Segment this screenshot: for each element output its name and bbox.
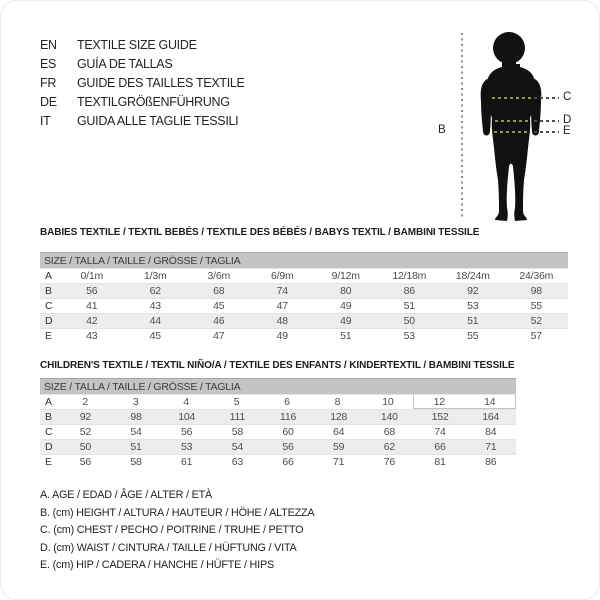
value-cell: 24/36m [519, 270, 554, 282]
value-cell: 128 [330, 411, 348, 423]
babies-table-body [40, 268, 568, 343]
language-title-list [40, 36, 245, 131]
size-header-band: SIZE / TALLA / TAILLE / GRÖSSE / TAGLIA [40, 252, 568, 268]
row-label-cell: D [45, 441, 53, 453]
language-label: TEXTILE SIZE GUIDE [77, 38, 197, 52]
value-cell: 56 [282, 441, 294, 453]
value-cell: 12/18m [392, 270, 427, 282]
legend-line: E. (cm) HIP / CADERA / HANCHE / HÜFTE / HIPS [40, 559, 274, 571]
value-cell: 59 [333, 441, 345, 453]
value-cell: 86 [403, 285, 415, 297]
table-row [40, 409, 516, 424]
value-cell: 47 [213, 330, 225, 342]
children-title: CHILDREN'S TEXTILE / TEXTIL NIÑO/A / TEXTILE DES ENFANTS / KINDERTEXTIL / BAMBINI TESSILE [40, 360, 515, 371]
value-cell: 60 [282, 426, 294, 438]
value-cell: 48 [276, 315, 288, 327]
row-label-cell: B [45, 411, 52, 423]
value-cell: 43 [149, 300, 161, 312]
value-cell: 66 [282, 456, 294, 468]
chest-dash-line [534, 97, 559, 99]
value-cell: 66 [434, 441, 446, 453]
child-silhouette-svg [430, 18, 585, 230]
value-cell: 46 [213, 315, 225, 327]
row-label-cell: A [45, 270, 52, 282]
language-row [40, 55, 245, 74]
value-cell: 44 [149, 315, 161, 327]
value-cell: 58 [231, 426, 243, 438]
height-dotted-line [461, 33, 463, 220]
value-cell: 53 [181, 441, 193, 453]
value-cell: 0/1m [80, 270, 104, 282]
value-cell: 98 [530, 285, 542, 297]
value-cell: 71 [485, 441, 497, 453]
language-code: FR [40, 76, 57, 90]
table-row [40, 283, 568, 298]
language-label: GUÍA DE TALLAS [77, 57, 173, 71]
value-cell: 57 [530, 330, 542, 342]
value-cell: 43 [86, 330, 98, 342]
hip-dash-line [534, 131, 559, 133]
value-cell: 56 [79, 456, 91, 468]
value-cell: 84 [485, 426, 497, 438]
language-row [40, 93, 245, 112]
value-cell: 92 [467, 285, 479, 297]
value-cell: 98 [130, 411, 142, 423]
height-label: B [438, 124, 446, 136]
value-cell: 54 [231, 441, 243, 453]
value-cell: 52 [79, 426, 91, 438]
waist-dash-line [495, 120, 529, 122]
language-row [40, 112, 245, 131]
value-cell: 56 [181, 426, 193, 438]
value-cell: 104 [178, 411, 196, 423]
value-cell: 3/6m [207, 270, 231, 282]
legend-line: C. (cm) CHEST / PECHO / POITRINE / TRUHE / PETTO [40, 524, 304, 536]
value-cell: 41 [86, 300, 98, 312]
row-label-cell: D [45, 315, 53, 327]
child-silhouette-figure [430, 18, 585, 230]
value-cell: 116 [279, 411, 297, 423]
value-cell: 5 [233, 396, 240, 408]
babies-title: BABIES TEXTILE / TEXTIL BEBÉS / TEXTILE DES BÉBÉS / BABYS TEXTIL / BAMBINI TESSILE [40, 227, 480, 238]
row-label-cell: C [45, 300, 53, 312]
table-row [40, 424, 516, 439]
table-row [40, 394, 516, 409]
value-cell: 1/3m [143, 270, 167, 282]
language-label: TEXTILGRÖßENFÜHRUNG [77, 95, 230, 109]
value-cell: 45 [213, 300, 225, 312]
row-label-cell: E [45, 456, 52, 468]
value-cell: 51 [340, 330, 352, 342]
language-row [40, 74, 245, 93]
value-cell: 62 [149, 285, 161, 297]
language-code: DE [40, 95, 57, 109]
value-cell: 4 [183, 396, 189, 408]
value-cell: 49 [276, 330, 288, 342]
value-cell: 68 [213, 285, 225, 297]
language-row [40, 36, 245, 55]
legend-line: A. AGE / EDAD / ÂGE / ALTER / ETÀ [40, 489, 213, 501]
value-cell: 63 [231, 456, 243, 468]
value-cell: 50 [79, 441, 91, 453]
value-cell: 9/12m [331, 270, 360, 282]
children-table-body [40, 394, 516, 469]
row-label-cell: A [45, 396, 52, 408]
value-cell: 52 [530, 315, 542, 327]
value-cell: 53 [467, 300, 479, 312]
value-cell: 14 [465, 395, 516, 409]
value-cell: 51 [130, 441, 142, 453]
table-row [40, 454, 516, 469]
value-cell: 55 [467, 330, 479, 342]
hip-dash-line [494, 131, 529, 133]
value-cell: 51 [467, 315, 479, 327]
value-cell: 76 [383, 456, 395, 468]
value-cell: 47 [276, 300, 288, 312]
value-cell: 12 [413, 395, 464, 409]
chest-label: C [563, 91, 572, 103]
value-cell: 74 [434, 426, 446, 438]
language-label: GUIDE DES TAILLES TEXTILE [77, 76, 245, 90]
language-code: IT [40, 114, 51, 128]
value-cell: 140 [380, 411, 398, 423]
language-label: GUIDA ALLE TAGLIE TESSILI [77, 114, 239, 128]
value-cell: 49 [340, 300, 352, 312]
value-cell: 3 [132, 396, 139, 408]
row-label-cell: B [45, 285, 52, 297]
value-cell: 49 [340, 315, 352, 327]
value-cell: 54 [130, 426, 142, 438]
babies-table [40, 227, 568, 343]
value-cell: 81 [434, 456, 446, 468]
language-code: EN [40, 38, 57, 52]
value-cell: 61 [181, 456, 193, 468]
value-cell: 8 [334, 396, 341, 408]
children-table [40, 360, 516, 469]
table-row [40, 328, 568, 343]
value-cell: 45 [149, 330, 161, 342]
value-cell: 80 [340, 285, 352, 297]
value-cell: 71 [333, 456, 345, 468]
measurement-legend [40, 487, 314, 575]
value-cell: 10 [382, 396, 394, 408]
value-cell: 68 [383, 426, 395, 438]
value-cell: 152 [431, 411, 449, 423]
value-cell: 111 [229, 411, 246, 423]
value-cell: 55 [530, 300, 542, 312]
legend-line: D. (cm) WAIST / CINTURA / TAILLE / HÜFTUNG / VITA [40, 541, 297, 554]
legend-line: B. (cm) HEIGHT / ALTURA / HAUTEUR / HÖHE / ALTEZZA [40, 506, 315, 519]
value-cell: 42 [86, 315, 98, 327]
value-cell: 164 [482, 411, 500, 423]
table-row [40, 439, 516, 454]
value-cell: 50 [403, 315, 415, 327]
language-code: ES [40, 57, 57, 71]
chest-dash-line [492, 97, 532, 99]
waist-label: D [563, 114, 572, 126]
size-header-band: SIZE / TALLA / TAILLE / GRÖSSE / TAGLIA [40, 378, 516, 394]
table-row [40, 298, 568, 313]
value-cell: 51 [403, 300, 415, 312]
value-cell: 6 [284, 396, 290, 408]
hip-label: E [563, 125, 571, 137]
value-cell: 56 [86, 285, 98, 297]
value-cell: 74 [276, 285, 288, 297]
value-cell: 86 [485, 456, 497, 468]
table-row [40, 268, 568, 283]
value-cell: 62 [383, 441, 395, 453]
row-label-cell: C [45, 426, 53, 438]
waist-dash-line [534, 120, 559, 122]
value-cell: 92 [79, 411, 91, 423]
row-label-cell: E [45, 330, 52, 342]
value-cell: 58 [130, 456, 142, 468]
value-cell: 18/24m [455, 270, 490, 282]
value-cell: 2 [82, 396, 89, 408]
value-cell: 64 [333, 426, 345, 438]
table-row [40, 313, 568, 328]
value-cell: 53 [403, 330, 415, 342]
value-cell: 6/9m [270, 270, 294, 282]
